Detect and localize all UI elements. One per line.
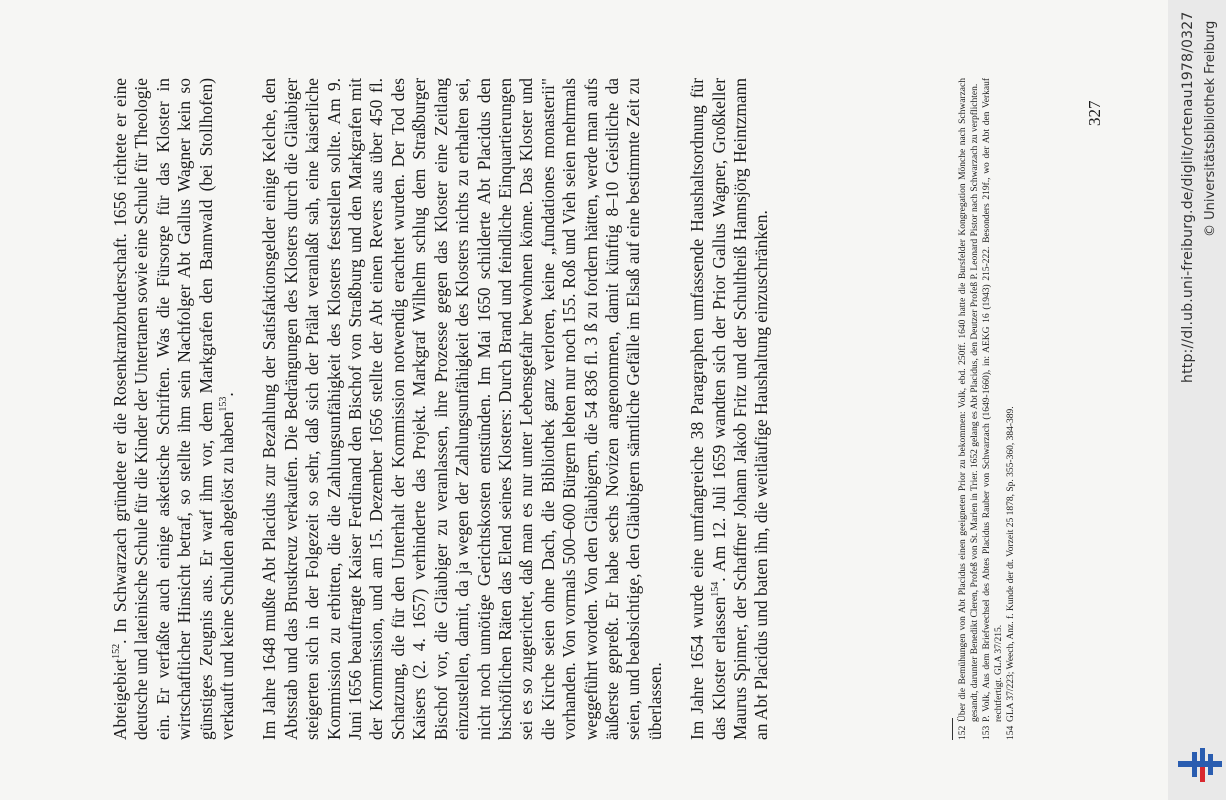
footnotes <box>952 78 1017 740</box>
footnote-ref-153[interactable]: 153 <box>218 396 230 412</box>
footnote-153 <box>981 78 1005 740</box>
page-number: 327 <box>1085 100 1104 126</box>
body-text <box>110 78 773 740</box>
footnote-text: P. Volk, Aus dem Briefwechsel des Abtes Placidus Rauber von Schwarzach (1649-1660), in: AEKG 16 (1943) 215-222. Besonders 219f., wo der Abt den Verkauf rechtfertigt. GLA 37/215. <box>982 78 1004 722</box>
paragraph-1-start: Abteigebiet <box>110 658 130 740</box>
copyright-notice: © Universitätsbibliothek Freiburg <box>1203 20 1218 237</box>
footnote-ref-154[interactable]: 154 <box>709 581 721 597</box>
footnote-text: Über die Bemühungen von Abt Placidus einen geeigneten Prior zu bekommen: Volk, ebd. 250ff. 1640 hatte die Bursfelder Kongregation Mönche nach Schwarzach gesandt, darunter Benedikt Cleren, Profeß von St. Marien in Trier. 1652 gelang es Abt Placidus, den Deutzer Profeß P. Leonard Pistor nach Schwarzach zu verpflichten. <box>958 78 980 722</box>
paragraph-2: Im Jahre 1648 mußte Abt Placidus zur Bezahlung der Satisfaktionsgelder einige Kelche, den Abtsstab und das Brustkreuz verkaufen. Die Bedrängungen des Klosters durch die Gläubiger steigerten sich in der Folgezeit so sehr, daß sich der Prälat veranlaßt sah, eine kaiserliche Kommission zu erbitten, die die Zahlungsunfähigkeit des Klosters feststellen sollte. Am 9. Juni 1656 beauftragte Kaiser Ferdinand den Bischof von Straßburg und den Markgrafen mit der Kommission, und am 15. Dezember 1656 stellte der Abt einen Revers aus über 450 fl. Schatzung, die für den Unterhalt der Kommission notwendig erachtet wurden. Der Tod des Kaisers (2. 4. 1657) verhinderte das Projekt. Markgraf Wilhelm schlug dem Straßburger Bischof vor, die Gläubiger zu veranlassen, ihre Prozesse gegen das Kloster eine Zeitlang einzustellen, damit, da ja wegen der Zahlungsunfähigkeit des Klosters nichts zu erhalten sei, nicht noch unnötige Gerichtskosten entstünden. Im Mai 1650 schilderte Abt Placidus den bischöflichen Räten das Elend seines Klosters: Durch Brand und feindliche Einquartierungen sei es so zugerichtet, daß man es nur unter Lebensgefahr bewohnen könne. Das Kloster und die Kirche seien ohne Dach, die Bibliothek ganz verloren, keine „fundationes monasterii" vorhanden. Von vormals 500–600 Bürgern lebten nur noch 155. Roß und Vieh seien mehrmals weggeführt worden. Von den Gläubigern, die 54 836 fl. 3 ß zu fordern hätten, werde man aufs äußerste gepreßt. Er habe sechs Novizen angenommen, damit künftig 8–10 Geistliche da seien, und beabsichtige, den Gläubigern sämtliche Gefälle im Elsaß auf eine bestimmte Zeit zu überlassen. <box>259 78 665 740</box>
paragraph-3-end: . Am 12. Juli 1659 wandten sich der Prior Gallus Wagner, Großkeller Maurus Spinner, der Schaffner Johann Jakob Fritz und der Schultheiß Hannsjörg Heintzmann an Abt Placidus und baten ihn, die weitläufige Haushaltung einzuschränken. <box>708 78 772 740</box>
footnote-ref-152[interactable]: 152 <box>111 643 123 659</box>
footnote-154 <box>1005 78 1017 740</box>
ub-freiburg-logo-icon <box>1178 748 1222 782</box>
footnote-divider <box>952 718 953 740</box>
footnote-number: 152 <box>958 725 968 740</box>
paragraph-3-start: Im Jahre 1654 wurde eine umfangreiche 38 Paragraphen umfassende Haushaltsordnung für das Kloster erlassen <box>687 78 729 740</box>
footnote-number: 154 <box>1006 725 1016 740</box>
source-url-link[interactable]: http://dl.ub.uni-freiburg.de/diglit/ortenau1978/0327 <box>1180 11 1196 383</box>
rotated-text-block <box>110 78 1104 740</box>
paragraph-1 <box>110 78 238 740</box>
paragraph-1-end: . <box>217 392 238 397</box>
footnote-text: GLA 37/223; Weech, Anz. f. Kunde der dt. Vorzeit 25 1878, Sp. 355-360, 384-389. <box>1006 406 1016 722</box>
footnote-number: 153 <box>982 725 992 740</box>
paragraph-3 <box>687 78 773 740</box>
footnote-152 <box>957 78 981 740</box>
paragraph-1-body: . In Schwarzach gründete er die Rosenkranzbruderschaft. 1656 richtete er eine deutsche und lateinische Schule für die Kinder der Untertanen sowie eine Schule für Theologie ein. Er verfaßte auch einige asketische Schriften. Was die Fürsorge für das Kloster in wirtschaftlicher Hinsicht betraf, so stellte ihm sein Nachfolger Abt Gallus Wagner kein so günstiges Zeugnis aus. Er warf ihm vor, dem Markgrafen den Bannwald (bei Stollhofen) verkauft und keine Schulden abgelöst zu haben <box>110 78 238 740</box>
